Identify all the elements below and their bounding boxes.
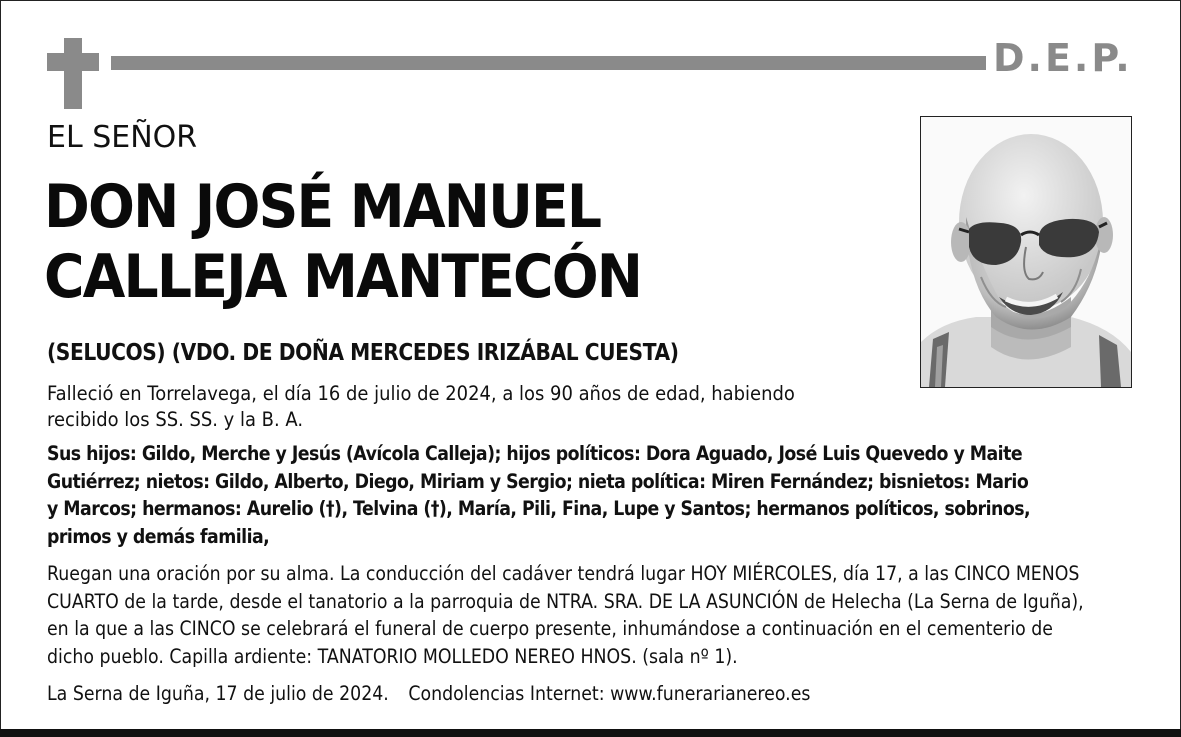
intro-text: EL SEÑOR — [47, 120, 198, 155]
name-line-2: CALLEJA MANTECÓN — [44, 242, 642, 312]
deceased-name — [44, 172, 641, 312]
death-notice: Falleció en Torrelavega, el día 16 de julio de 2024, a los 90 años de edad, habiendo recibido los SS. SS. y la B. A. — [47, 382, 795, 431]
header-rule — [111, 56, 986, 70]
service-details: Ruegan una oración por su alma. La conducción del cadáver tendrá lugar HOY MIÉRCOLES, día 17, a las CINCO MENOS CUARTO de la tarde, desde el tanatorio a la parroquia de NTRA. SRA. DE LA ASUNCIÓN de Helecha (La Serna de Iguña), en la que a las CINCO se celebrará el funeral de cuerpo presente, inhumándose a continuación en el cementerio de dicho pueblo. Capilla ardiente: TANATORIO MOLLEDO NEREO HNOS. (sala nº 1). — [47, 562, 1084, 668]
footer — [47, 682, 1097, 705]
family-list: Sus hijos: Gildo, Merche y Jesús (Avícola Calleja); hijos políticos: Dora Aguado, José Luis Quevedo y Maite Gutiérrez; nietos: Gildo, Alberto, Diego, Miriam y Sergio; nieta política: Miren Fernández; bisnietos: Mario y Marcos; hermanos: Aurelio (†), Telvina (†), María, Pili, Fina, Lupe y Santos; hermanos políticos, sobrinos, primos y demás familia, — [47, 442, 1031, 548]
dep-mark: D.E.P. — [993, 36, 1133, 80]
portrait-photo — [920, 116, 1132, 388]
cross-icon — [47, 38, 99, 109]
name-line-1: DON JOSÉ MANUEL — [44, 172, 601, 242]
footer-place-date: La Serna de Iguña, 17 de julio de 2024. — [47, 682, 389, 705]
footer-condolences: Condolencias Internet: www.funerarianereo.es — [408, 682, 811, 705]
subtitle: (SELUCOS) (VDO. DE DOÑA MERCEDES IRIZÁBAL CUESTA) — [47, 340, 679, 366]
bottom-border — [0, 729, 1181, 737]
